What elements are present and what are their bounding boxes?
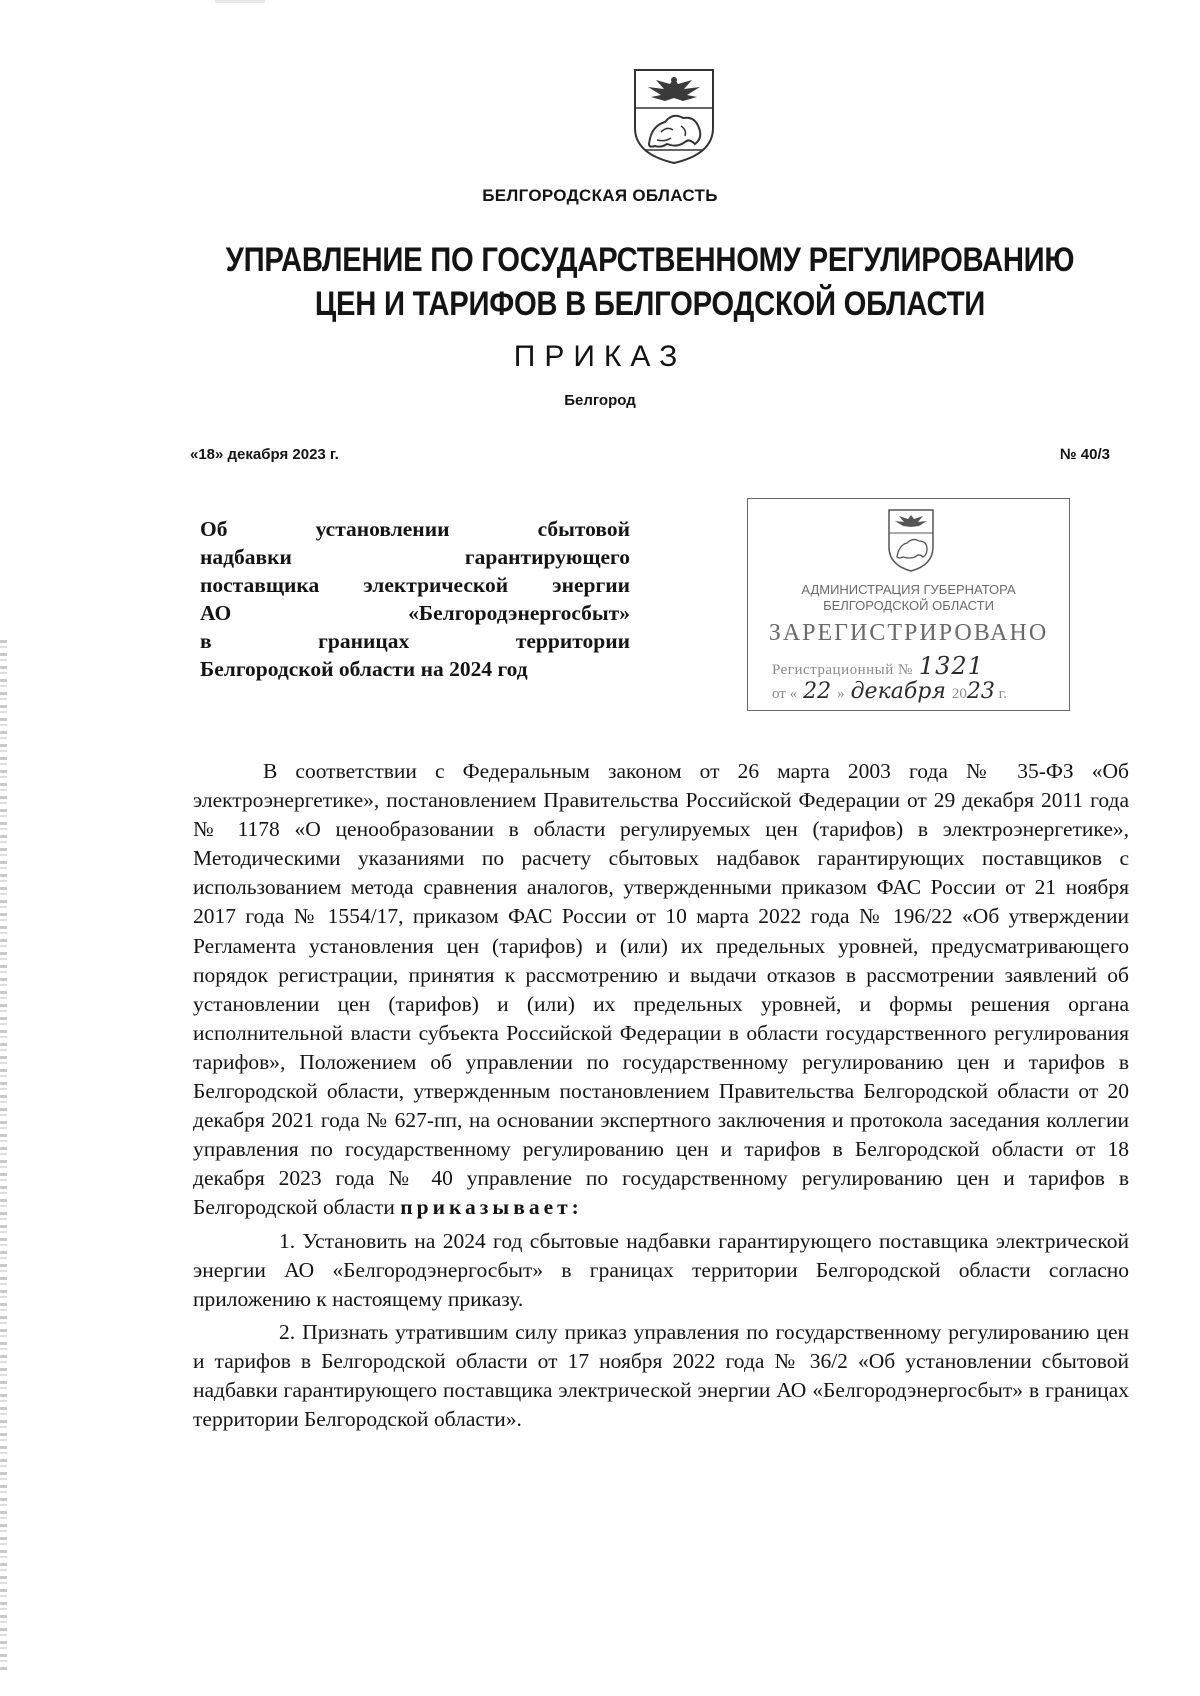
order-date: «18» декабря 2023 г. (190, 446, 339, 463)
stamp-registration-date (772, 679, 1007, 704)
order-item-1: 1. Установить на 2024 год сбытовые надбавки гарантирующего поставщика электрической энергии АО «Белгородэнергосбыт» в границах территории Белгородской области согласно приложению к настоящему приказу. (193, 1228, 1129, 1311)
stamp-date-year: 23 (966, 679, 995, 704)
order-item-2: 2. Признать утратившим силу приказ управления по государственному регулированию цен и тарифов в Белгородской области от 17 ноября 2022 года № 36/2 «Об установлении сбытовой надбавки гарантирующего поставщика электрической энергии АО «Белгородэнергосбыт» в границах территории Белгородской области». (193, 1319, 1129, 1432)
registration-stamp (747, 498, 1070, 711)
order-number: № 40/3 (1059, 446, 1110, 463)
order-title-line: Белгородской области на 2024 год (200, 657, 528, 681)
order-title-line: надбавки гарантирующего (200, 545, 630, 569)
stamp-date-day: 22 (803, 679, 832, 704)
preamble-paragraph (193, 757, 1129, 1223)
order-title-line: в границах территории (200, 629, 630, 653)
coat-of-arms-emblem-icon (631, 66, 717, 166)
order-body (193, 757, 1129, 1434)
stamp-registered: ЗАРЕГИСТРИРОВАНО (768, 620, 1049, 646)
agency-name-line: УПРАВЛЕНИЕ ПО ГОСУДАРСТВЕННОМУ РЕГУЛИРОВАНИЮ (225, 241, 1075, 279)
city: Белгород (564, 392, 636, 409)
stamp-reg-number-handwritten: 1321 (918, 652, 984, 680)
preamble-text: В соответствии с Федеральным законом от 26 марта 2003 года № 35-ФЗ «Об электроэнергетике», постановлением Правительства Российской Федерации от 29 декабря 2011 года № 1178 «О ценообразовании в области регулируемых цен (тарифов) в электроэнергетике», Методическими указаниями по расчету сбытовых надбавок гарантирующих поставщиков с использованием метода сравнения аналогов, утвержденными приказом ФАС России от 21 ноября 2017 года № 1554/17, приказом ФАС России от 10 марта 2022 года № 196/22 «Об утверждении Регламента установления цен (тарифов) и (или) их предельных уровней, предусматривающего порядок регистрации, принятия к рассмотрению и выдачи отказов в рассмотрении заявлений об установлении цен (тарифов) и (или) их предельных уровней, и формы решения органа исполнительной власти субъекта Российской Федерации в области государственного регулирования тарифов», Положением об управлении по государственному регулированию цен и тарифов в Белгородской области, утвержденным постановлением Правительства Белгородской области от 20 декабря 2021 года № 627-пп, на основании экспертного заключения и протокола заседания коллегии управления по государственному регулированию цен и тарифов в Белгородской области от 18 декабря 2023 года № 40 управление по государственному регулированию цен и тарифов в Белгородской области (193, 759, 1129, 1220)
order-title-line: АО «Белгородэнергосбыт» (200, 601, 630, 625)
stamp-date-prefix: от « (772, 686, 798, 702)
stamp-org-line: БЕЛГОРОДСКОЙ ОБЛАСТИ (823, 598, 994, 613)
document-type: ПРИКАЗ (513, 340, 687, 373)
order-title-line: Об установлении сбытовой (200, 517, 630, 541)
agency-name (220, 238, 1080, 326)
order-title (200, 515, 630, 683)
order-title-line: поставщика электрической энергии (200, 573, 630, 597)
stamp-organization (748, 582, 1069, 614)
stamp-date-suffix: г. (998, 686, 1007, 702)
stamp-registration-number (772, 652, 984, 680)
stamp-date-month: декабря (850, 679, 946, 704)
scan-artifact-strip (0, 640, 7, 1670)
stamp-date-year-prefix: 20 (951, 686, 967, 702)
stamp-emblem-icon (886, 507, 936, 573)
order-verb: приказывает: (400, 1195, 583, 1220)
stamp-reg-label: Регистрационный № (772, 662, 913, 678)
stamp-date-mid: » (837, 686, 845, 702)
stamp-org-line: АДМИНИСТРАЦИЯ ГУБЕРНАТОРА (801, 582, 1016, 597)
scan-artifact-top (215, 0, 265, 4)
region-title: БЕЛГОРОДСКАЯ ОБЛАСТЬ (482, 186, 718, 205)
agency-name-line: ЦЕН И ТАРИФОВ В БЕЛГОРОДСКОЙ ОБЛАСТИ (314, 285, 986, 323)
